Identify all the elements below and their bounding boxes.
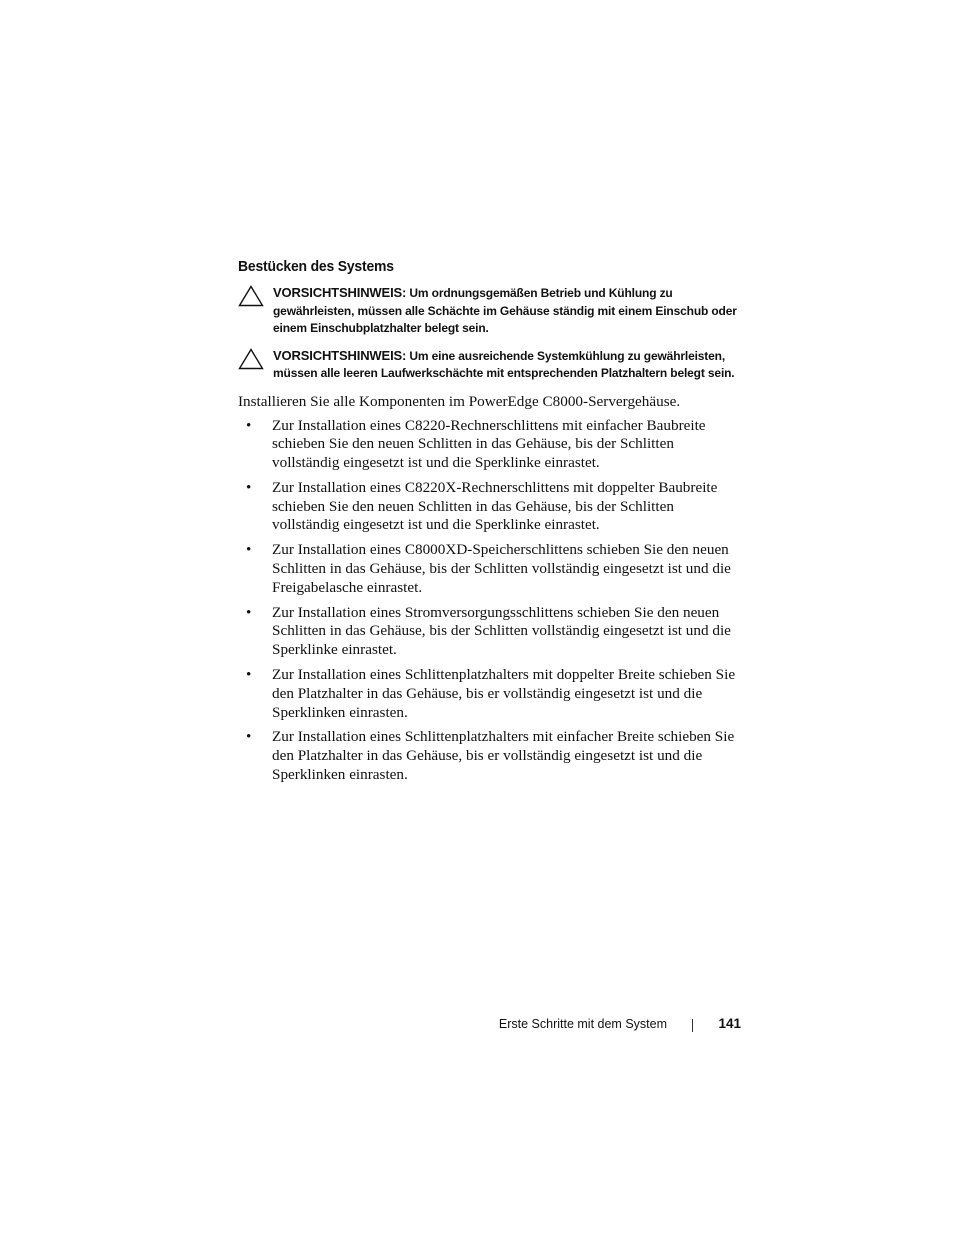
caution-triangle-icon bbox=[238, 285, 264, 307]
installation-list bbox=[238, 417, 738, 785]
caution-body: Um eine ausreichende Systemkühlung zu gewährleisten, müssen alle leeren Laufwerkschächte mit entsprechenden Platzhaltern belegt sein. bbox=[273, 348, 735, 380]
page-content bbox=[238, 258, 738, 791]
footer-divider bbox=[692, 1019, 693, 1032]
caution-text bbox=[273, 284, 738, 338]
list-item bbox=[238, 417, 738, 473]
caution-label: VORSICHTSHINWEIS: bbox=[273, 285, 407, 300]
list-item-text: Zur Installation eines Schlittenplatzhalters mit doppelter Breite schieben Sie den Platzhalter in das Gehäuse, bis er vollständig eingesetzt ist und die Sperklinken einrasten. bbox=[272, 666, 736, 721]
list-item-text: Zur Installation eines Schlittenplatzhalters mit einfacher Breite schieben Sie den Platzhalter in das Gehäuse, bis er vollständig eingesetzt ist und die Sperklinken einrasten. bbox=[272, 728, 735, 784]
page-footer bbox=[0, 1015, 741, 1035]
list-item bbox=[238, 728, 738, 784]
caution-body: Um ordnungsgemäßen Betrieb und Kühlung zu gewährleisten, müssen alle Schächte im Gehäuse ständig mit einem Einschub oder einem Einschubplatzhalter belegt sein. bbox=[273, 286, 737, 335]
bullet: • bbox=[246, 478, 252, 496]
caution-notice-2 bbox=[238, 347, 738, 383]
list-item-text: Zur Installation eines C8000XD-Speicherschlittens schieben Sie den neuen Schlitten in das Gehäuse, bis der Schlitten vollständig eingesetzt ist und die Freigabelasche einrastet. bbox=[272, 541, 731, 596]
list-item-text: Zur Installation eines C8220X-Rechnerschlittens mit doppelter Baubreite schieben Sie den neuen Schlitten in das Gehäuse, bis der Schlitten vollständig eingesetzt ist und die Sperklinke einrastet. bbox=[272, 478, 718, 534]
page-number: 141 bbox=[718, 1016, 741, 1031]
bullet: • bbox=[246, 541, 252, 559]
caution-text bbox=[273, 347, 738, 383]
caution-label: VORSICHTSHINWEIS: bbox=[273, 347, 407, 363]
list-item bbox=[238, 666, 738, 722]
bullet: • bbox=[246, 416, 252, 434]
caution-notice-1 bbox=[238, 284, 738, 338]
caution-triangle-icon bbox=[238, 348, 264, 370]
bullet: • bbox=[246, 603, 252, 621]
bullet: • bbox=[246, 728, 252, 746]
list-item bbox=[238, 479, 738, 535]
bullet: • bbox=[246, 666, 252, 684]
list-item-text: Zur Installation eines C8220-Rechnerschlittens mit einfacher Baubreite schieben Sie den neuen Schlitten in das Gehäuse, bis der Schlitten vollständig eingesetzt ist und die Sperklinke einrastet. bbox=[272, 416, 706, 472]
list-item bbox=[238, 604, 738, 660]
intro-paragraph: Installieren Sie alle Komponenten im PowerEdge C8000-Servergehäuse. bbox=[238, 392, 681, 410]
list-item-text: Zur Installation eines Stromversorgungsschlittens schieben Sie den neuen Schlitten in das Gehäuse, bis der Schlitten vollständig eingesetzt ist und die Sperklinke einrastet. bbox=[272, 603, 731, 659]
footer-chapter-title: Erste Schritte mit dem System bbox=[498, 1017, 667, 1031]
list-item bbox=[238, 541, 738, 597]
section-heading: Bestücken des Systems bbox=[238, 258, 394, 275]
